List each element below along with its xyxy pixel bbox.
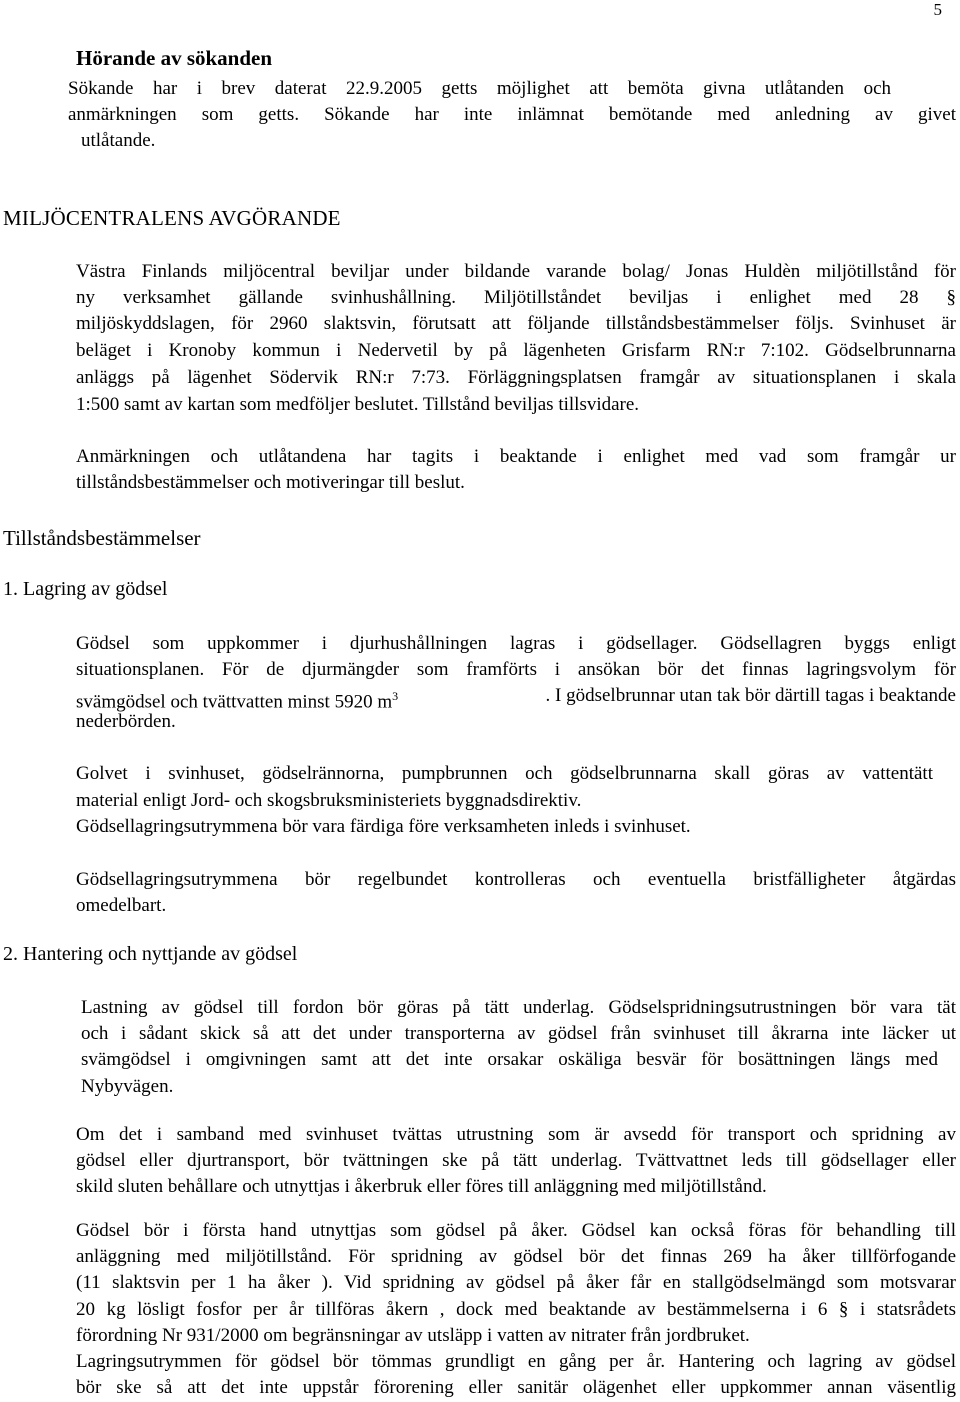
paragraph-line: Gödsellagringsutrymmena bör regelbundet kontrolleras och eventuella bristfälligheter åtgärdas: [76, 869, 956, 890]
section-heading-horande: Hörande av sökanden: [76, 46, 273, 70]
paragraph-line: anläggning med miljötillstånd. För spridning av gödsel bör det finnas 269 ha åker tillförfogande: [76, 1246, 956, 1267]
paragraph-line: Gödsellagringsutrymmena bör vara färdiga före verksamheten inleds i svinhuset.: [76, 816, 691, 837]
paragraph-line: nederbörden.: [76, 711, 176, 732]
section-heading-avgorande: MILJÖCENTRALENS AVGÖRANDE: [3, 206, 341, 230]
paragraph-line: anmärkningen som getts. Sökande har inte inlämnat bemötande med anledning av givet: [68, 104, 956, 125]
paragraph-line: Västra Finlands miljöcentral beviljar under bildande varande bolag/ Jonas Huldèn miljötillstånd för: [76, 261, 956, 282]
paragraph-line: omedelbart.: [76, 895, 167, 916]
paragraph-line: Om det i samband med svinhuset tvättas utrustning som är avsedd för transport och spridning av: [76, 1124, 956, 1145]
paragraph-line: Lastning av gödsel till fordon bör göras på tätt underlag. Gödselspridningsutrustningen bör vara tät: [81, 997, 956, 1018]
volume-text-rest: . I gödselbrunnar utan tak bör därtill tagas i beaktande: [545, 685, 956, 706]
paragraph-line: Golvet i svinhuset, gödselrännorna, pumpbrunnen och gödselbrunnarna skall göras av vattentätt: [76, 763, 933, 784]
paragraph-line: gödsel eller djurtransport, bör tvättningen ske på tätt underlag. Tvättvattnet leds till gödsellager eller: [76, 1150, 956, 1171]
paragraph-line: utlåtande.: [81, 130, 156, 151]
paragraph-line: anläggs på lägenhet Södervik RN:r 7:73. Förläggningsplatsen framgår av situationsplanen i skala: [76, 367, 956, 388]
cubic-superscript: 3: [392, 689, 399, 703]
paragraph-line: tillståndsbestämmelser och motiveringar till beslut.: [76, 472, 465, 493]
paragraph-line-volume: [76, 683, 956, 715]
paragraph-line: Gödsel bör i första hand utnyttjas som gödsel på åker. Gödsel kan också föras för behandling till: [76, 1220, 956, 1241]
paragraph-line: och i sådant skick så att det under transporterna av gödsel från svinhuset till åkrarna inte läcker ut: [81, 1023, 956, 1044]
paragraph-line: material enligt Jord- och skogsbruksministeriets byggnadsdirektiv.: [76, 790, 582, 811]
volume-text-main: svämgödsel och tvättvatten minst 5920 m: [76, 691, 393, 713]
page-number: 5: [933, 0, 942, 19]
paragraph-line: Anmärkningen och utlåtandena har tagits i beaktande i enlighet med vad som framgår ur: [76, 446, 956, 467]
paragraph-line: Sökande har i brev daterat 22.9.2005 getts möjlighet att bemöta givna utlåtanden och: [68, 78, 891, 99]
paragraph-line: 1:500 samt av kartan som medföljer beslutet. Tillstånd beviljas tillsvidare.: [76, 394, 640, 415]
paragraph-line: Lagringsutrymmen för gödsel bör tömmas grundligt en gång per år. Hantering och lagring av gödsel: [76, 1351, 956, 1372]
paragraph-line: situationsplanen. För de djurmängder som framförts i ansökan bör det finnas lagringsvolym för: [76, 659, 956, 680]
paragraph-line: 20 kg lösligt fosfor per år tillföras åkern , dock med beaktande av bestämmelserna i 6 § i statsrådets: [76, 1299, 956, 1320]
paragraph-line: (11 slaktsvin per 1 ha åker ). Vid spridning av gödsel på åker får en stallgödselmängd som motsvarar: [76, 1272, 956, 1293]
paragraph-line: Gödsel som uppkommer i djurhushållningen lagras i gödsellager. Gödsellagren byggs enligt: [76, 633, 956, 654]
paragraph-line: förordning Nr 931/2000 om begränsningar av utsläpp i vatten av nitrater från jordbruket.: [76, 1325, 750, 1346]
paragraph-line: Nybyvägen.: [81, 1076, 174, 1097]
subsection-heading-hantering: 2. Hantering och nyttjande av gödsel: [3, 943, 298, 965]
paragraph-line: svämgödsel i omgivningen samt att det inte orsakar oskäliga besvär för bosättningen längs med: [81, 1049, 938, 1070]
paragraph-line: beläget i Kronoby kommun i Nedervetil by på lägenheten Grisfarm RN:r 7:102. Gödselbrunnarna: [76, 340, 956, 361]
paragraph-line: miljöskyddslagen, för 2960 slaktsvin, förutsatt att följande tillståndsbestämmelser följs. Svinhuset är: [76, 313, 956, 334]
section-heading-tillstandsbestammelser: Tillståndsbestämmelser: [3, 526, 201, 550]
paragraph-line: skild sluten behållare och utnyttjas i åkerbruk eller föres till anläggning med miljötillstånd.: [76, 1176, 767, 1197]
subsection-heading-lagring: 1. Lagring av gödsel: [3, 578, 168, 600]
paragraph-line: ny verksamhet gällande svinhushållning. Miljötillståndet beviljas i enlighet med 28 §: [76, 287, 956, 308]
paragraph-line: bör ske så att det inte uppstår förorening eller sanitär olägenhet eller uppkommer annan väsentlig: [76, 1377, 956, 1398]
